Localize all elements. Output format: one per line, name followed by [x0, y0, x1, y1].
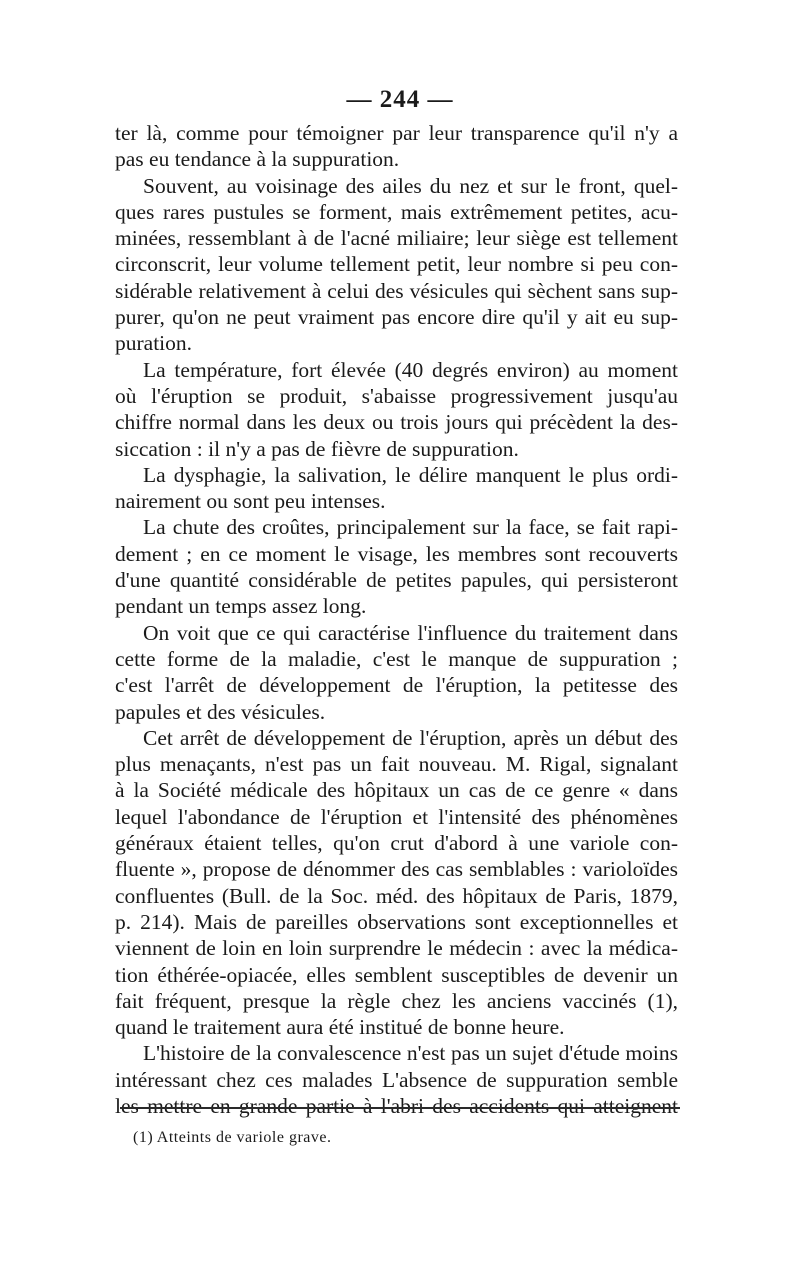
text-line: La température, fort élevée (40 degrés environ) au moment: [143, 357, 678, 382]
text-line: pas eu tendance à la suppuration.: [115, 147, 400, 172]
page-number: — 244 —: [346, 86, 454, 113]
text-line: dement ; en ce moment le visage, les membres sont recouverts: [115, 541, 678, 566]
paragraph: [115, 462, 678, 515]
paragraph: [115, 173, 678, 357]
text-line: lequel l'abondance de l'éruption et l'intensité des phénomènes: [115, 804, 678, 829]
text-line: p. 214). Mais de pareilles observations sont exceptionnelles et: [115, 909, 678, 934]
text-line: chiffre normal dans les deux ou trois jours qui précèdent la des-: [115, 410, 678, 435]
text-line: La chute des croûtes, principalement sur la face, se fait rapi-: [143, 515, 678, 540]
text-line: siccation : il n'y a pas de fièvre de suppuration.: [115, 436, 519, 461]
text-line: généraux étaient telles, qu'on crut d'abord à une variole con-: [115, 831, 678, 856]
footnote: (1) Atteints de variole grave.: [133, 1129, 332, 1146]
text-line: fait fréquent, presque la règle chez les anciens vaccinés (1),: [115, 988, 678, 1013]
text-line: confluentes (Bull. de la Soc. méd. des hôpitaux de Paris, 1879,: [115, 883, 678, 908]
text-line: Souvent, au voisinage des ailes du nez et sur le front, quel-: [143, 173, 678, 198]
text-line: purer, qu'on ne peut vraiment pas encore dire qu'il y ait eu sup-: [115, 305, 678, 330]
text-line: ter là, comme pour témoigner par leur transparence qu'il n'y a: [115, 121, 678, 145]
text-line: viennent de loin en loin surprendre le médecin : avec la médica-: [115, 936, 678, 961]
text-line: d'une quantité considérable de petites papules, qui persisteront: [115, 568, 678, 593]
text-line: c'est l'arrêt de développement de l'éruption, la petitesse des: [115, 673, 678, 698]
paragraph: [115, 725, 678, 1041]
text-line: tion éthérée-opiacée, elles semblent susceptibles de devenir un: [115, 962, 678, 987]
text-line: plus menaçants, n'est pas un fait nouveau. M. Rigal, signalant: [115, 752, 678, 777]
text-line: La dysphagie, la salivation, le délire manquent le plus ordi-: [143, 462, 678, 487]
text-line: On voit que ce qui caractérise l'influence du traitement dans: [143, 620, 678, 645]
paragraph: [115, 357, 678, 462]
text-line: nairement ou sont peu intenses.: [115, 489, 386, 514]
text-line: L'histoire de la convalescence n'est pas un sujet d'étude moins: [143, 1041, 678, 1066]
footnote-rule: [120, 1107, 680, 1109]
paragraph: [115, 120, 678, 173]
text-line: les mettre en grande partie à l'abri des accidents qui atteignent: [115, 1093, 678, 1118]
text-line: sidérable relativement à celui des vésicules qui sèchent sans sup-: [115, 278, 678, 303]
text-line: quand le traitement aura été institué de bonne heure.: [115, 1015, 565, 1040]
text-line: papules et des vésicules.: [115, 699, 326, 724]
text-line: à la Société médicale des hôpitaux un cas de ce genre « dans: [115, 778, 678, 803]
body-text: [115, 120, 678, 1119]
paragraph: [115, 620, 678, 725]
text-line: cette forme de la maladie, c'est le manque de suppuration ;: [115, 646, 678, 671]
text-line: Cet arrêt de développement de l'éruption, après un début des: [143, 725, 678, 750]
text-line: circonscrit, leur volume tellement petit, leur nombre si peu con-: [115, 252, 678, 277]
paragraph: [115, 514, 678, 619]
text-line: fluente », propose de dénommer des cas semblables : varioloïdes: [115, 857, 678, 882]
text-line: intéressant chez ces malades L'absence de suppuration semble: [115, 1067, 678, 1092]
text-line: ques rares pustules se forment, mais extrêmement petites, acu-: [115, 199, 678, 224]
text-line: minées, ressemblant à de l'acné miliaire; leur siège est tellement: [115, 226, 678, 251]
text-line: où l'éruption se produit, s'abaisse progressivement jusqu'au: [115, 383, 678, 408]
text-line: puration.: [115, 331, 193, 356]
text-line: pendant un temps assez long.: [115, 594, 367, 619]
